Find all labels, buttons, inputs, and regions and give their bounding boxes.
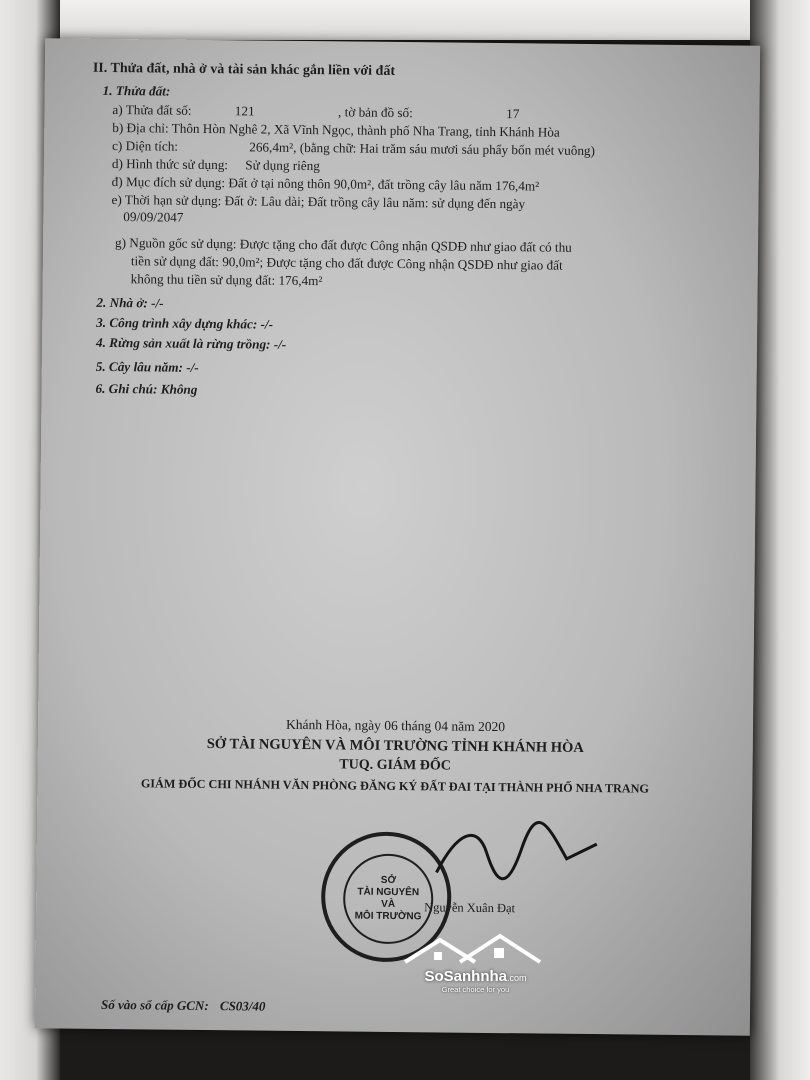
item1-header: 1. Thửa đất: [102,82,171,99]
seal-line-2: TÀI NGUYÊN [357,886,420,899]
signature-scribble [426,812,607,904]
area-value: 266,4m², (bằng chữ: Hai trăm sáu mươi sáu phẩy bốn mét vuông) [249,139,596,159]
parcel-label: a) Thửa đất số: [112,101,192,118]
origin-row-2: tiền sử dụng đất: 90,0m²; Được tặng cho đất được Công nhận QSDĐ như giao đất [130,253,563,273]
watermark-tagline: Great choice for you [441,985,510,994]
map-label: , tờ bản đồ số: [338,104,413,121]
house-logo-icon [400,932,550,972]
purpose-row: đ) Mục đích sử dụng: Đất ở tại nông thôn 90,0m², đất trồng cây lâu năm 176,4m² [111,173,540,194]
usage-form-label: d) Hình thức sử dụng: [111,155,229,173]
usage-form-value: Sử dụng riêng [245,157,320,174]
parcel-number: 121 [234,103,255,119]
watermark-domain: .com [507,973,527,983]
issue-date: Khánh Hòa, ngày 06 tháng 04 năm 2020 [285,716,506,735]
item3-construction: 3. Công trình xây dựng khác: -/- [96,314,274,332]
address-row: b) Địa chỉ: Thôn Hòn Nghê 2, Xã Vĩnh Ngọc, thành phố Nha Trang, tỉnh Khánh Hòa [112,119,560,140]
background-right [750,0,810,1080]
signer-name: Nguyễn Xuân Đạt [424,900,516,916]
branch-director-title: GIÁM ĐỐC CHI NHÁNH VĂN PHÒNG ĐĂNG KÝ ĐẤT ĐAI TẠI THÀNH PHỐ NHA TRANG [140,776,649,796]
term-row: e) Thời hạn sử dụng: Đất ở: Lâu dài; Đất trồng cây lâu năm: sử dụng đến ngày [111,191,526,212]
item2-house: 2. Nhà ở: -/- [96,294,164,311]
register-label: Số vào sổ cấp GCN: [101,996,209,1014]
usage-form-row [112,156,320,174]
tuq-title: TUQ. GIÁM ĐỐC [339,757,451,774]
origin-row-3: không thu tiền sử dụng đất: 176,4m² [130,271,323,289]
map-number: 17 [506,106,520,122]
issuing-authority: SỞ TÀI NGUYÊN VÀ MÔI TRƯỜNG TỈNH KHÁNH HÒA [206,736,584,756]
seal-line-3: VÀ [381,898,396,910]
register-row [101,997,266,1015]
seal-line-1: SỞ [380,874,397,887]
parcel-row [112,102,519,122]
watermark-brand-name: SoSanhnha [424,968,507,985]
origin-row-1: g) Nguồn gốc sử dụng: Được tặng cho đất được Công nhận QSDĐ như giao đất có thu [114,235,572,255]
item5-perennial: 5. Cây lâu năm: -/- [95,358,199,375]
seal-line-4: MÔI TRƯỜNG [354,910,422,923]
item6-note: 6. Ghi chú: Không [95,380,198,397]
area-label: c) Diện tích: [112,137,179,154]
register-number: CS03/40 [219,998,266,1014]
section-title: II. Thửa đất, nhà ở và tài sản khác gắn liền với đất [92,60,396,79]
certificate-page [35,38,760,1035]
term-date: 09/09/2047 [123,209,184,225]
watermark [398,928,553,1008]
item4-forest: 4. Rừng sản xuất là rừng trồng: -/- [95,334,287,352]
background-top [0,0,810,40]
